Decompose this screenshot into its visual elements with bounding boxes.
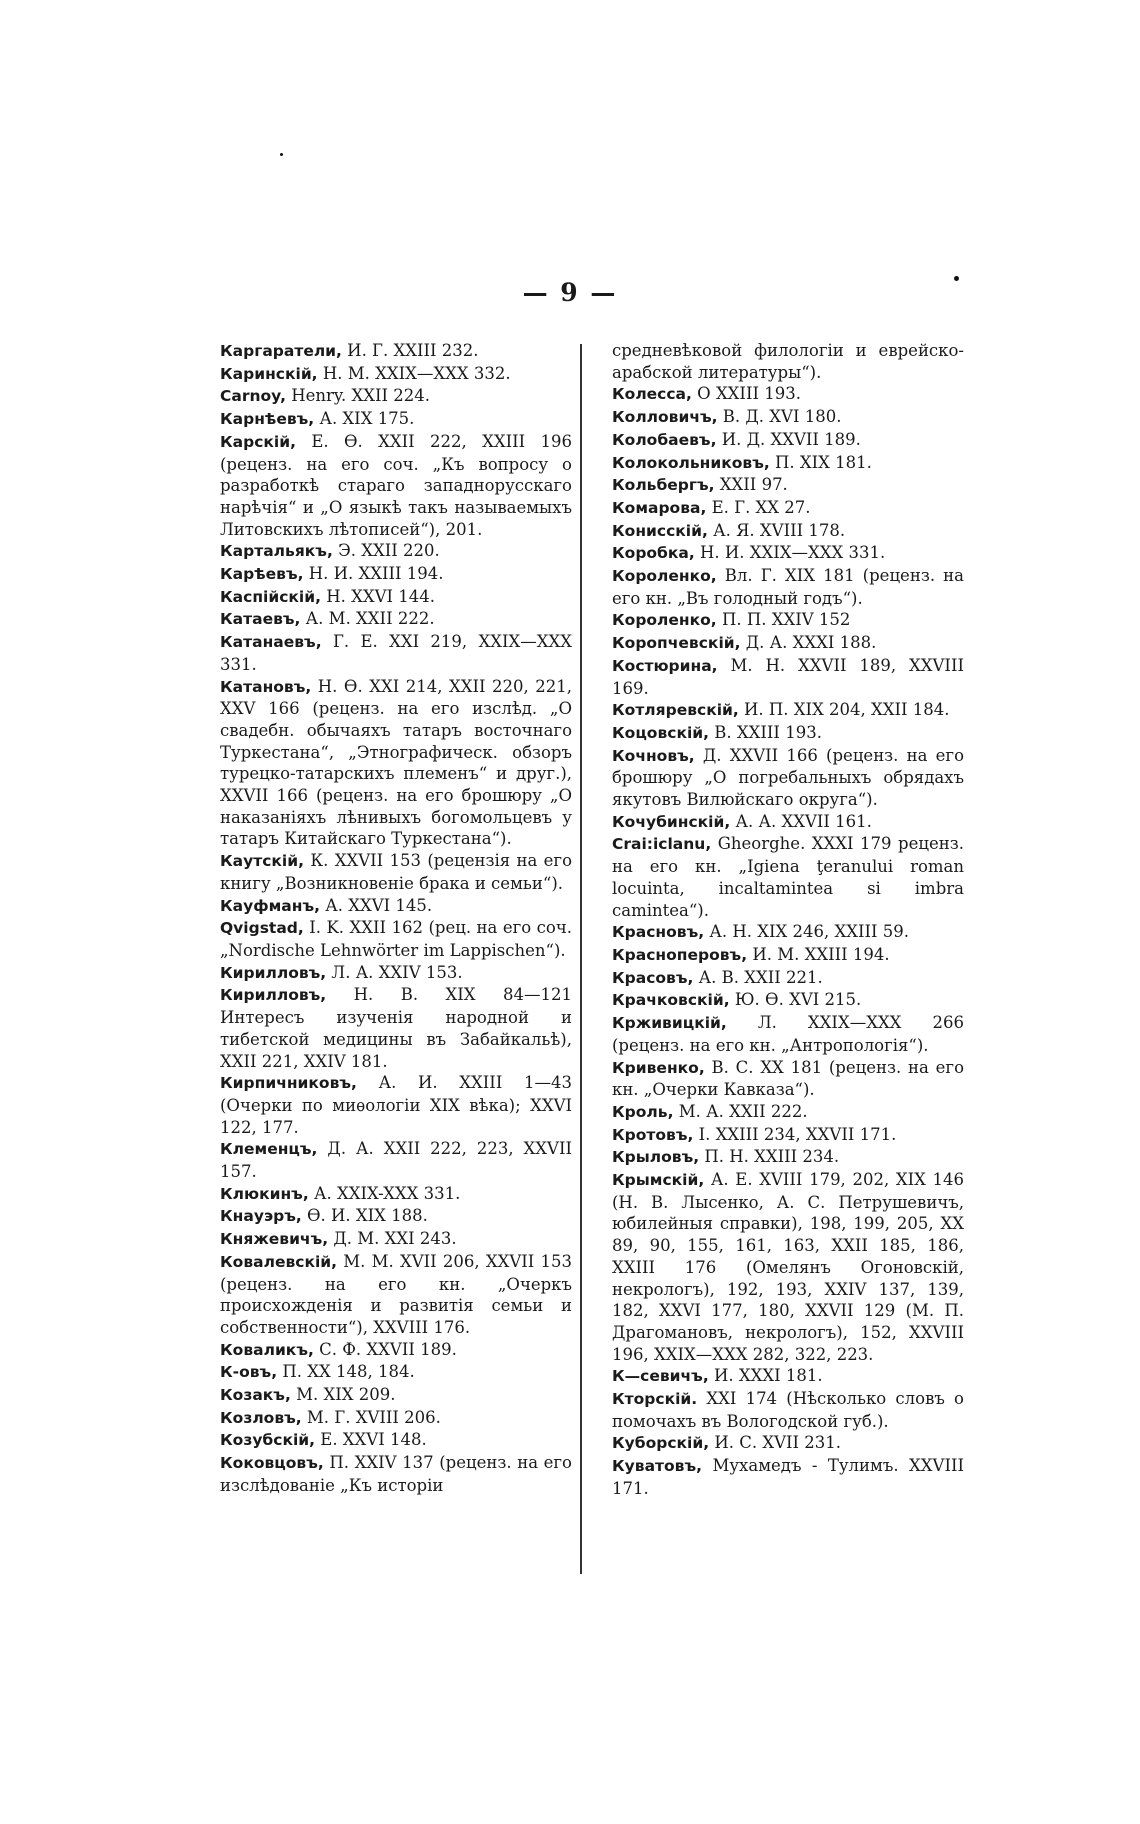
- entry-text: А. XXVI 145.: [320, 895, 433, 915]
- entry-name: Колобаевъ,: [612, 430, 717, 449]
- entry-text: Л. А. XXIV 153.: [326, 962, 463, 982]
- index-entry: [220, 1361, 572, 1384]
- index-entry: [612, 699, 964, 722]
- entry-name: Козубскій,: [220, 1431, 316, 1450]
- entry-text: П. XX 148, 184.: [277, 1362, 415, 1382]
- entry-text: А. Я. XVIII 178.: [707, 520, 846, 540]
- entry-text: А. И. XXIII 1—43 (Очерки по миѳологіи XIX вѣка); XXVI 122, 177.: [220, 1073, 572, 1137]
- entry-name: Крачковскій,: [612, 991, 730, 1010]
- index-entry: [612, 632, 964, 655]
- index-entry: [612, 1124, 964, 1147]
- entry-text: А. Н. XIX 246, XXIII 59.: [704, 922, 910, 942]
- entry-text: П. XIX 181.: [769, 452, 872, 472]
- index-entry: [612, 655, 964, 699]
- entry-name: Катаевъ,: [220, 610, 301, 629]
- index-entry: [220, 385, 572, 408]
- entry-name: Carnoy,: [220, 387, 286, 406]
- entry-name: Колловичъ,: [612, 408, 718, 427]
- entry-name: К-овъ,: [220, 1363, 278, 1382]
- entry-name: Crai:iclanu,: [612, 835, 712, 854]
- entry-text: А. XXIX-XXX 331.: [308, 1183, 461, 1203]
- entry-text: Henry. XXII 224.: [285, 386, 430, 406]
- entry-text: Д. А. XXII 222, 223, XXVII 157.: [220, 1139, 572, 1182]
- index-entry: [220, 1452, 572, 1496]
- entry-name: Карнѣевъ,: [220, 410, 315, 429]
- entry-text: Ѳ. И. XIX 188.: [301, 1206, 428, 1226]
- entry-text: Д. М. XXI 243.: [328, 1229, 457, 1249]
- entry-text: Д. XXVII 166 (реценз. на его брошюру „О погребальныхъ обрядахъ якутовъ Вилюйскаго округа“).: [612, 745, 964, 810]
- entry-text: А. В. XXII 221.: [693, 967, 823, 987]
- entry-name: Куборскій,: [612, 1434, 710, 1453]
- index-entry: [612, 811, 964, 834]
- index-entry: [220, 431, 572, 541]
- index-entry: [220, 984, 572, 1072]
- entry-name: Красноперовъ,: [612, 945, 748, 964]
- entry-text: Н. Ѳ. XXI 214, XXII 220, 221, XXV 166 (реценз. на его изслѣд. „О свадебн. обычаяхъ татаръ восточнаго Туркестана“, „Этнографическ. обзоръ турецко-татарскихъ племенъ“ и друг.), XXVII 166 (реценз. на его брошюру „О наказаніяхъ лѣнивыхъ богомольцевъ у татаръ Китайскаго Туркестана“).: [220, 676, 572, 849]
- entry-text: Н. В. XIX 84—121 Интересъ изученія народной и тибетской медицины въ Забайкальѣ), XXII 221, XXIV 181.: [220, 985, 572, 1071]
- entry-name: Колокольниковъ,: [612, 453, 770, 472]
- index-entry: [612, 340, 964, 383]
- index-entry: [220, 631, 572, 675]
- entry-text: Л. XXIX—XXX 266 (реценз. на его кн. „Антропологія“).: [612, 1013, 964, 1055]
- entry-name: Каргаратели,: [220, 342, 342, 360]
- index-entry: [612, 452, 964, 475]
- entry-name: Коропчевскій,: [612, 634, 741, 653]
- ink-speck: [954, 276, 959, 281]
- entry-name: Кирпичниковъ,: [220, 1074, 357, 1093]
- index-entry: [612, 944, 964, 967]
- entry-text: Э. XXII 220.: [332, 541, 440, 561]
- entry-name: Короленко,: [612, 567, 717, 586]
- entry-text: П. Н. XXIII 234.: [699, 1147, 840, 1167]
- entry-text: М. А. XXII 222.: [673, 1101, 808, 1121]
- index-entry: [612, 497, 964, 520]
- index-entry: [612, 921, 964, 944]
- entry-name: Костюрина,: [612, 656, 718, 675]
- entry-name: Коваликъ,: [220, 1340, 314, 1359]
- entry-text: Е. Ѳ. XXII 222, XXIII 196 (реценз. на его соч. „Къ вопросу о разработкѣ стараго западнорусскаго нарѣчія“ и „О языкѣ такъ называемыхъ Литовскихъ лѣтописей“), 201.: [220, 431, 572, 539]
- entry-text: В. Д. XVI 180.: [717, 407, 842, 427]
- index-entry: [612, 967, 964, 990]
- index-entry: [612, 520, 964, 543]
- index-entry: [220, 1339, 572, 1362]
- entry-name: Каринскій,: [220, 364, 318, 383]
- entry-name: Колесса,: [612, 385, 692, 404]
- page-number: — 9 —: [522, 278, 618, 307]
- entry-text: И. Г. XXIII 232.: [341, 341, 479, 360]
- index-entry: [612, 745, 964, 811]
- index-entry: [220, 1205, 572, 1228]
- entry-name: Клюкинъ,: [220, 1184, 309, 1203]
- index-entry: [612, 429, 964, 452]
- entry-name: Коковцовъ,: [220, 1454, 324, 1473]
- index-entry: [220, 408, 572, 431]
- index-entry: [612, 1432, 964, 1455]
- entry-text: И. XXXI 181.: [708, 1366, 823, 1386]
- entry-text: Г. Е. XXI 219, XXIX—XXX 331.: [220, 632, 572, 674]
- entry-text: М. XIX 209.: [290, 1385, 396, 1405]
- entry-text: Ю. Ѳ. XVI 215.: [729, 990, 862, 1010]
- entry-text: В. С. XX 181 (реценз. на его кн. „Очерки Кавказа“).: [612, 1057, 964, 1100]
- entry-text: Е. Г. XX 27.: [706, 497, 811, 517]
- entry-name: Крыловъ,: [612, 1148, 700, 1167]
- entry-name: Козакъ,: [220, 1386, 291, 1405]
- index-entry: [612, 1012, 964, 1056]
- index-entry: [612, 1388, 964, 1432]
- index-entry: [220, 563, 572, 586]
- entry-text: Вл. Г. XIX 181 (реценз. на его кн. „Въ голодный годъ“).: [612, 566, 964, 608]
- entry-text: О XXIII 193.: [691, 384, 801, 404]
- entry-name: Ковалевскій,: [220, 1252, 338, 1271]
- index-entry: [220, 917, 572, 961]
- index-entry: [612, 1455, 964, 1499]
- index-entry: [220, 850, 572, 894]
- entry-name: Красновъ,: [612, 923, 705, 942]
- index-entry: [220, 540, 572, 563]
- entry-name: Красовъ,: [612, 968, 694, 987]
- entry-name: Кроль,: [612, 1102, 674, 1121]
- entry-name: Куватовъ,: [612, 1457, 703, 1476]
- index-entry: [220, 1384, 572, 1407]
- entry-name: Коцовскій,: [612, 723, 710, 742]
- entry-text: К. XXVII 153 (рецензія на его книгу „Возникновеніе брака и семьи“).: [220, 851, 572, 893]
- entry-name: Кирилловъ,: [220, 963, 327, 982]
- entry-text: Н. XXVI 144.: [320, 586, 436, 606]
- entry-name: Козловъ,: [220, 1408, 302, 1427]
- entry-name: Котляревскій,: [612, 701, 739, 720]
- ink-speck: [280, 153, 283, 156]
- entry-text: П. XXIV 137 (реценз. на его изслѣдованіе „Къ исторіи: [220, 1453, 572, 1495]
- entry-text: Д. А. XXXI 188.: [740, 633, 877, 653]
- entry-name: Каспійскій,: [220, 587, 321, 606]
- index-column-right: [612, 340, 964, 1500]
- entry-text: XXI 174 (Нѣсколько словъ о помочахъ въ Вологодской губ.).: [612, 1389, 964, 1431]
- index-entry: [220, 1072, 572, 1138]
- entry-name: Картальякъ,: [220, 542, 333, 561]
- entry-text: М. М. XVII 206, XXVII 153 (реценз. на его кн. „Очеркъ происхожденія и развитія семьи и собственности“), XXVIII 176.: [220, 1251, 572, 1337]
- entry-text: I. K. XXII 162 (рец. на его соч. „Nordische Lehnwörter im Lappischen“).: [220, 918, 572, 960]
- index-entry: [220, 676, 572, 851]
- entry-name: Катановъ,: [220, 677, 312, 696]
- entry-text: А. А. XXVII 161.: [730, 811, 872, 831]
- index-entry: [220, 1228, 572, 1251]
- entry-text: П. П. XXIV 152: [716, 610, 851, 630]
- index-entry: [220, 1251, 572, 1339]
- entry-text: Е. XXVI 148.: [315, 1430, 427, 1450]
- entry-text: А. М. XXII 222.: [300, 609, 435, 629]
- entry-name: Кольбергъ,: [612, 476, 715, 495]
- entry-name: Qvigstad,: [220, 919, 304, 938]
- entry-name: Короленко,: [612, 611, 717, 630]
- entry-name: Комарова,: [612, 498, 707, 517]
- entry-name: Кочубинскій,: [612, 812, 731, 831]
- entry-text: Мухамедъ - Тулимъ. XXVIII 171.: [612, 1456, 964, 1498]
- index-entry: [612, 609, 964, 632]
- entry-name: Кирилловъ,: [220, 986, 327, 1005]
- index-entry: [220, 1407, 572, 1430]
- entry-name: Кривенко,: [612, 1058, 705, 1077]
- index-entry: [220, 608, 572, 631]
- column-divider: [580, 344, 582, 1574]
- entry-text: И. М. XXIII 194.: [747, 944, 890, 964]
- entry-text: средневѣковой филологіи и еврейско-арабской литературы“).: [612, 341, 964, 382]
- entry-name: Карскій,: [220, 432, 296, 451]
- entry-text: XXII 97.: [714, 475, 788, 495]
- index-entry: [612, 542, 964, 565]
- index-entry: [220, 1429, 572, 1452]
- entry-name: Карѣевъ,: [220, 565, 304, 584]
- index-entry: [612, 989, 964, 1012]
- entry-name: Клеменцъ,: [220, 1140, 318, 1159]
- index-entry: [612, 474, 964, 497]
- index-entry: [612, 1365, 964, 1388]
- entry-text: М. Г. XVIII 206.: [301, 1407, 441, 1427]
- index-entry: [612, 1146, 964, 1169]
- entry-name: Кторскій.: [612, 1390, 698, 1409]
- index-entry: [612, 1169, 964, 1365]
- entry-name: Каутскій,: [220, 852, 304, 871]
- index-entry: [612, 383, 964, 406]
- entry-text: Н. И. XXIX—XXX 331.: [694, 543, 886, 563]
- entry-name: Кнауэръ,: [220, 1207, 302, 1226]
- entry-name: Кауфманъ,: [220, 896, 320, 915]
- entry-name: Катанаевъ,: [220, 633, 322, 652]
- entry-text: М. Н. XXVII 189, XXVIII 169.: [612, 655, 964, 698]
- index-entry: [220, 363, 572, 386]
- entry-text: И. С. XVII 231.: [709, 1433, 842, 1453]
- index-column-left: [220, 340, 572, 1497]
- entry-text: Н. И. XXIII 194.: [303, 564, 444, 584]
- index-entry: [220, 340, 572, 363]
- entry-name: К—севичъ,: [612, 1367, 709, 1386]
- entry-text: И. П. XIX 204, XXII 184.: [738, 700, 950, 720]
- index-entry: [612, 722, 964, 745]
- entry-text: Gheorghe. XXXI 179 реценз. на его кн. „Igiena ţeranului roman locuinta, incaltamintea si imbra camintea“).: [612, 834, 964, 920]
- entry-name: Конисскій,: [612, 521, 708, 540]
- index-entry: [220, 895, 572, 918]
- entry-name: Княжевичъ,: [220, 1230, 329, 1249]
- entry-text: А. Е. XVIII 179, 202, XIX 146 (Н. В. Лысенко, А. С. Петрушевичъ, юбилейныя справки), 198, 199, 205, XX 89, 90, 155, 161, 163, XXII 185, 186, XXIII 176 (Омелянъ Огоновскій, некрологъ), 192, 193, XXIV 137, 139, 182, XXVI 177, 180, XXVII 129 (М. П. Драгомановъ, некрологъ), 152, XXVIII 196, XXIX—XXX 282, 322, 223.: [612, 1170, 964, 1364]
- entry-text: І. XXIII 234, XXVII 171.: [693, 1124, 897, 1144]
- index-entry: [612, 565, 964, 609]
- entry-text: В. XXIII 193.: [709, 722, 822, 742]
- index-entry: [612, 833, 964, 921]
- entry-text: А. XIX 175.: [314, 409, 415, 429]
- entry-name: Кротовъ,: [612, 1125, 694, 1144]
- index-entry: [220, 1138, 572, 1182]
- entry-name: Кочновъ,: [612, 746, 695, 765]
- index-entry: [612, 1101, 964, 1124]
- entry-text: Н. М. XXIX—XXX 332.: [317, 363, 511, 383]
- index-entry: [612, 1057, 964, 1101]
- index-entry: [220, 586, 572, 609]
- index-entry: [220, 1183, 572, 1206]
- entry-text: И. Д. XXVII 189.: [716, 429, 861, 449]
- index-entry: [612, 406, 964, 429]
- index-entry: [220, 962, 572, 985]
- entry-text: С. Ф. XXVII 189.: [313, 1339, 457, 1359]
- entry-name: Коробка,: [612, 544, 695, 563]
- entry-name: Крымскій,: [612, 1171, 705, 1190]
- entry-name: Крживицкій,: [612, 1014, 727, 1033]
